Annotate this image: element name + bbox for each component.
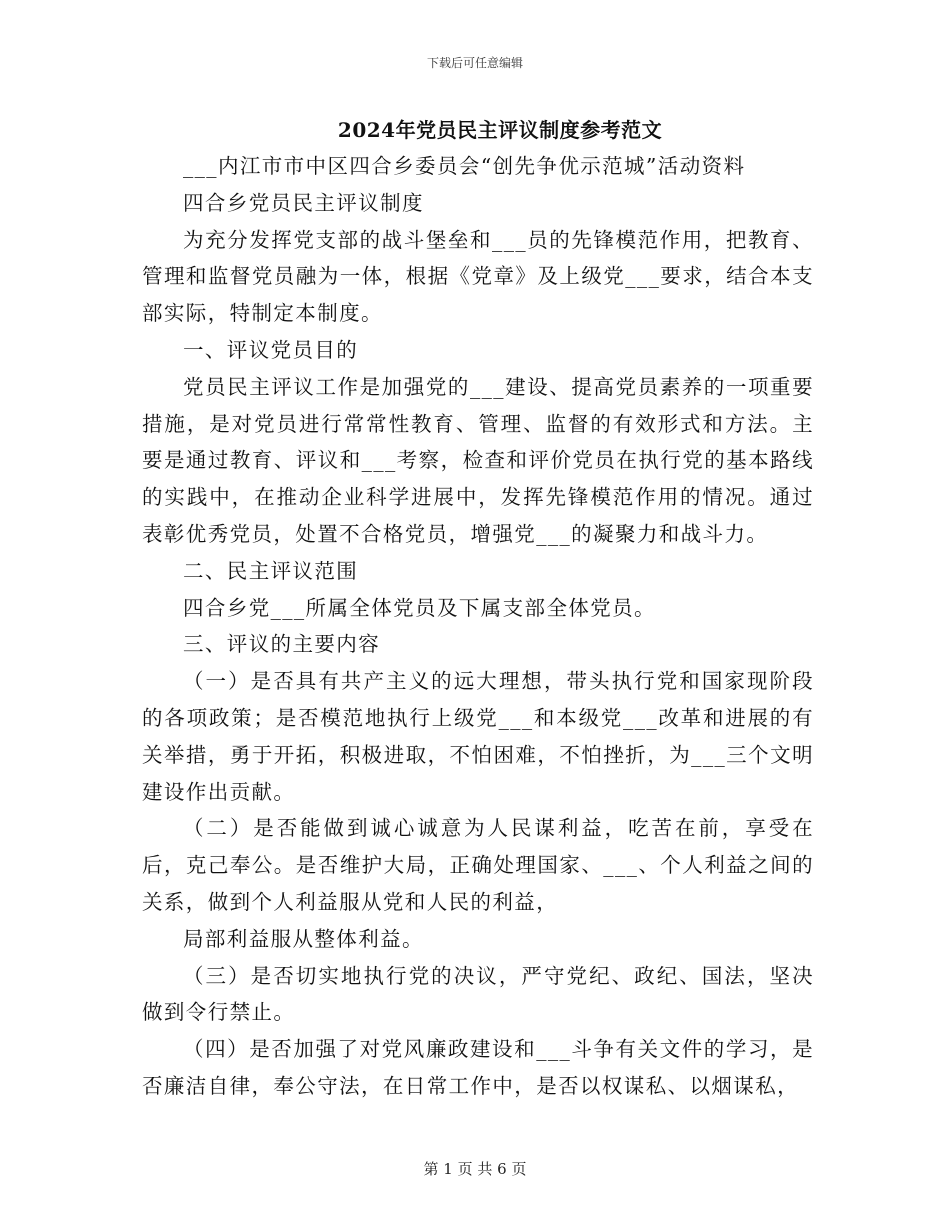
paragraph-item-4: （四）是否加强了对党风廉政建设和___斗争有关文件的学习，是否廉洁自律，奉公守法，在日常工作中，是否以权谋私、以烟谋私， bbox=[142, 1037, 814, 1098]
document-title: 2024年党员民主评议制度参考范文 bbox=[337, 118, 663, 142]
paragraph-subtitle: ___内江市市中区四合乡委员会“创先争优示范城”活动资料 bbox=[183, 154, 746, 178]
section-heading-3: 三、评议的主要内容 bbox=[183, 632, 381, 657]
document-body bbox=[142, 148, 814, 1105]
paragraph-heading: 四合乡党员民主评议制度 bbox=[183, 190, 424, 215]
header-note: 下载后可任意编辑 bbox=[426, 56, 523, 70]
paragraph-intro: 为充分发挥党支部的战斗堡垒和___员的先锋模范作用，把教育、管理和监督党员融为一体，根据《党章》及上级党___要求，结合本支部实际，特制定本制度。 bbox=[142, 227, 814, 326]
paragraph-item-2: （二）是否能做到诚心诚意为人民谋利益，吃苦在前，享受在后，克己奉公。是否维护大局，正确处理国家、___、个人利益之间的关系，做到个人利益服从党和人民的利益， bbox=[142, 816, 814, 914]
paragraph-item-3: （三）是否切实地执行党的决议，严守党纪、政纪、国法，坚决做到令行禁止。 bbox=[142, 963, 814, 1025]
paragraph-section-2: 四合乡党___所属全体党员及下属支部全体党员。 bbox=[183, 595, 656, 620]
section-heading-2: 二、民主评议范围 bbox=[183, 558, 359, 583]
section-heading-1: 一、评议党员目的 bbox=[183, 337, 359, 362]
page-number-footer: 第 1 页 共 6 页 bbox=[423, 1160, 527, 1178]
paragraph-section-1: 党员民主评议工作是加强党的___建设、提高党员素养的一项重要措施，是对党员进行常常性教育、管理、监督的有效形式和方法。主要是通过教育、评议和___考察，检查和评价党员在执行党的基本路线的实践中，在推动企业科学进展中，发挥先锋模范作用的情况。通过表彰优秀党员，处置不合格党员，增强党___的凝聚力和战斗力。 bbox=[142, 374, 814, 546]
paragraph-item-1: （一）是否具有共产主义的远大理想，带头执行党和国家现阶段的各项政策；是否模范地执行上级党___和本级党___改革和进展的有关举措，勇于开拓，积极进取，不怕困难，不怕挫折，为___三个文明建设作出贡献。 bbox=[142, 669, 814, 804]
paragraph-item-2-cont: 局部利益服从整体利益。 bbox=[183, 926, 424, 951]
